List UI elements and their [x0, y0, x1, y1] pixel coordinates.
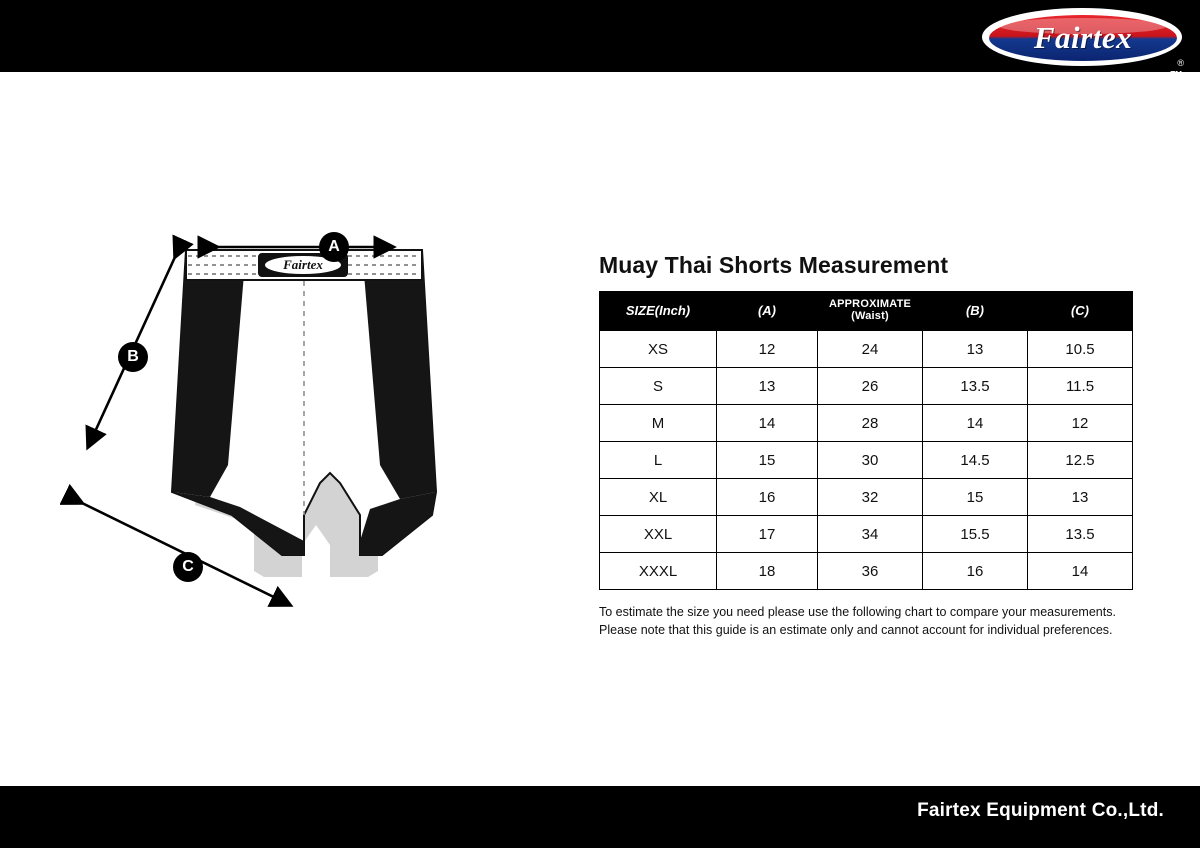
col-header-b: (B) — [923, 292, 1028, 331]
cell-size: M — [600, 405, 717, 442]
col-header-approximate-sub: (Waist) — [851, 310, 889, 322]
size-chart-table — [599, 291, 1133, 590]
footer-company-name: Fairtex Equipment Co.,Ltd. — [917, 800, 1164, 821]
table-row — [600, 553, 1133, 590]
footer-bar — [0, 786, 1200, 848]
table-row — [600, 516, 1133, 553]
logo-text: Fairtex — [1033, 20, 1133, 55]
cell-a: 17 — [717, 516, 818, 553]
table-row — [600, 331, 1133, 368]
cell-a: 14 — [717, 405, 818, 442]
dimension-badge-c: C — [173, 552, 203, 582]
table-body — [600, 331, 1133, 590]
cell-waist: 34 — [818, 516, 923, 553]
col-header-c: (C) — [1028, 292, 1133, 331]
cell-a: 12 — [717, 331, 818, 368]
cell-a: 15 — [717, 442, 818, 479]
page-title: Muay Thai Shorts Measurement — [599, 252, 949, 278]
cell-b: 13 — [923, 331, 1028, 368]
cell-waist: 32 — [818, 479, 923, 516]
table-row — [600, 405, 1133, 442]
col-header-approximate-main: APPROXIMATE — [828, 298, 912, 311]
cell-c: 13 — [1028, 479, 1133, 516]
chart-note — [599, 603, 1133, 639]
svg-text:Fairtex: Fairtex — [283, 257, 323, 272]
cell-b: 13.5 — [923, 368, 1028, 405]
cell-waist: 36 — [818, 553, 923, 590]
col-header-size: SIZE(Inch) — [600, 292, 717, 331]
logo-tagline-text: BE INSPIRED — [1043, 70, 1171, 88]
cell-a: 18 — [717, 553, 818, 590]
cell-waist: 30 — [818, 442, 923, 479]
cell-waist: 24 — [818, 331, 923, 368]
chart-note-line-2: Please note that this guide is an estimate only and cannot account for individual preferences. — [599, 623, 1113, 638]
dimension-badge-a: A — [319, 232, 349, 262]
shorts-illustration-svg — [60, 215, 560, 635]
measurement-panel — [599, 252, 1127, 639]
logo-oval-icon — [982, 8, 1182, 66]
cell-size: XXXL — [600, 553, 717, 590]
table-row — [600, 442, 1133, 479]
cell-size: XL — [600, 479, 717, 516]
chart-note-line-1: To estimate the size you need please use the following chart to compare your measurements. — [599, 605, 1116, 619]
logo-tagline-tm: TM — [1170, 70, 1182, 79]
cell-size: L — [600, 442, 717, 479]
col-header-a: (A) — [717, 292, 818, 331]
cell-c: 13.5 — [1028, 516, 1133, 553]
logo-registered-mark: ® — [1177, 58, 1184, 68]
cell-c: 10.5 — [1028, 331, 1133, 368]
table-row — [600, 368, 1133, 405]
table-header-row — [600, 292, 1133, 331]
table-row — [600, 479, 1133, 516]
cell-b: 15.5 — [923, 516, 1028, 553]
cell-size: S — [600, 368, 717, 405]
cell-b: 16 — [923, 553, 1028, 590]
logo-oval-inner — [989, 15, 1177, 61]
cell-b: 14 — [923, 405, 1028, 442]
logo-tagline — [982, 70, 1182, 88]
cell-c: 11.5 — [1028, 368, 1133, 405]
col-header-approximate — [818, 292, 923, 331]
cell-size: XXL — [600, 516, 717, 553]
cell-c: 12.5 — [1028, 442, 1133, 479]
cell-a: 16 — [717, 479, 818, 516]
cell-b: 14.5 — [923, 442, 1028, 479]
cell-a: 13 — [717, 368, 818, 405]
fairtex-logo — [982, 8, 1182, 104]
cell-c: 14 — [1028, 553, 1133, 590]
cell-size: XS — [600, 331, 717, 368]
shorts-diagram — [60, 215, 560, 635]
cell-b: 15 — [923, 479, 1028, 516]
dimension-badge-b: B — [118, 342, 148, 372]
table-header — [600, 292, 1133, 331]
cell-waist: 28 — [818, 405, 923, 442]
cell-c: 12 — [1028, 405, 1133, 442]
cell-waist: 26 — [818, 368, 923, 405]
